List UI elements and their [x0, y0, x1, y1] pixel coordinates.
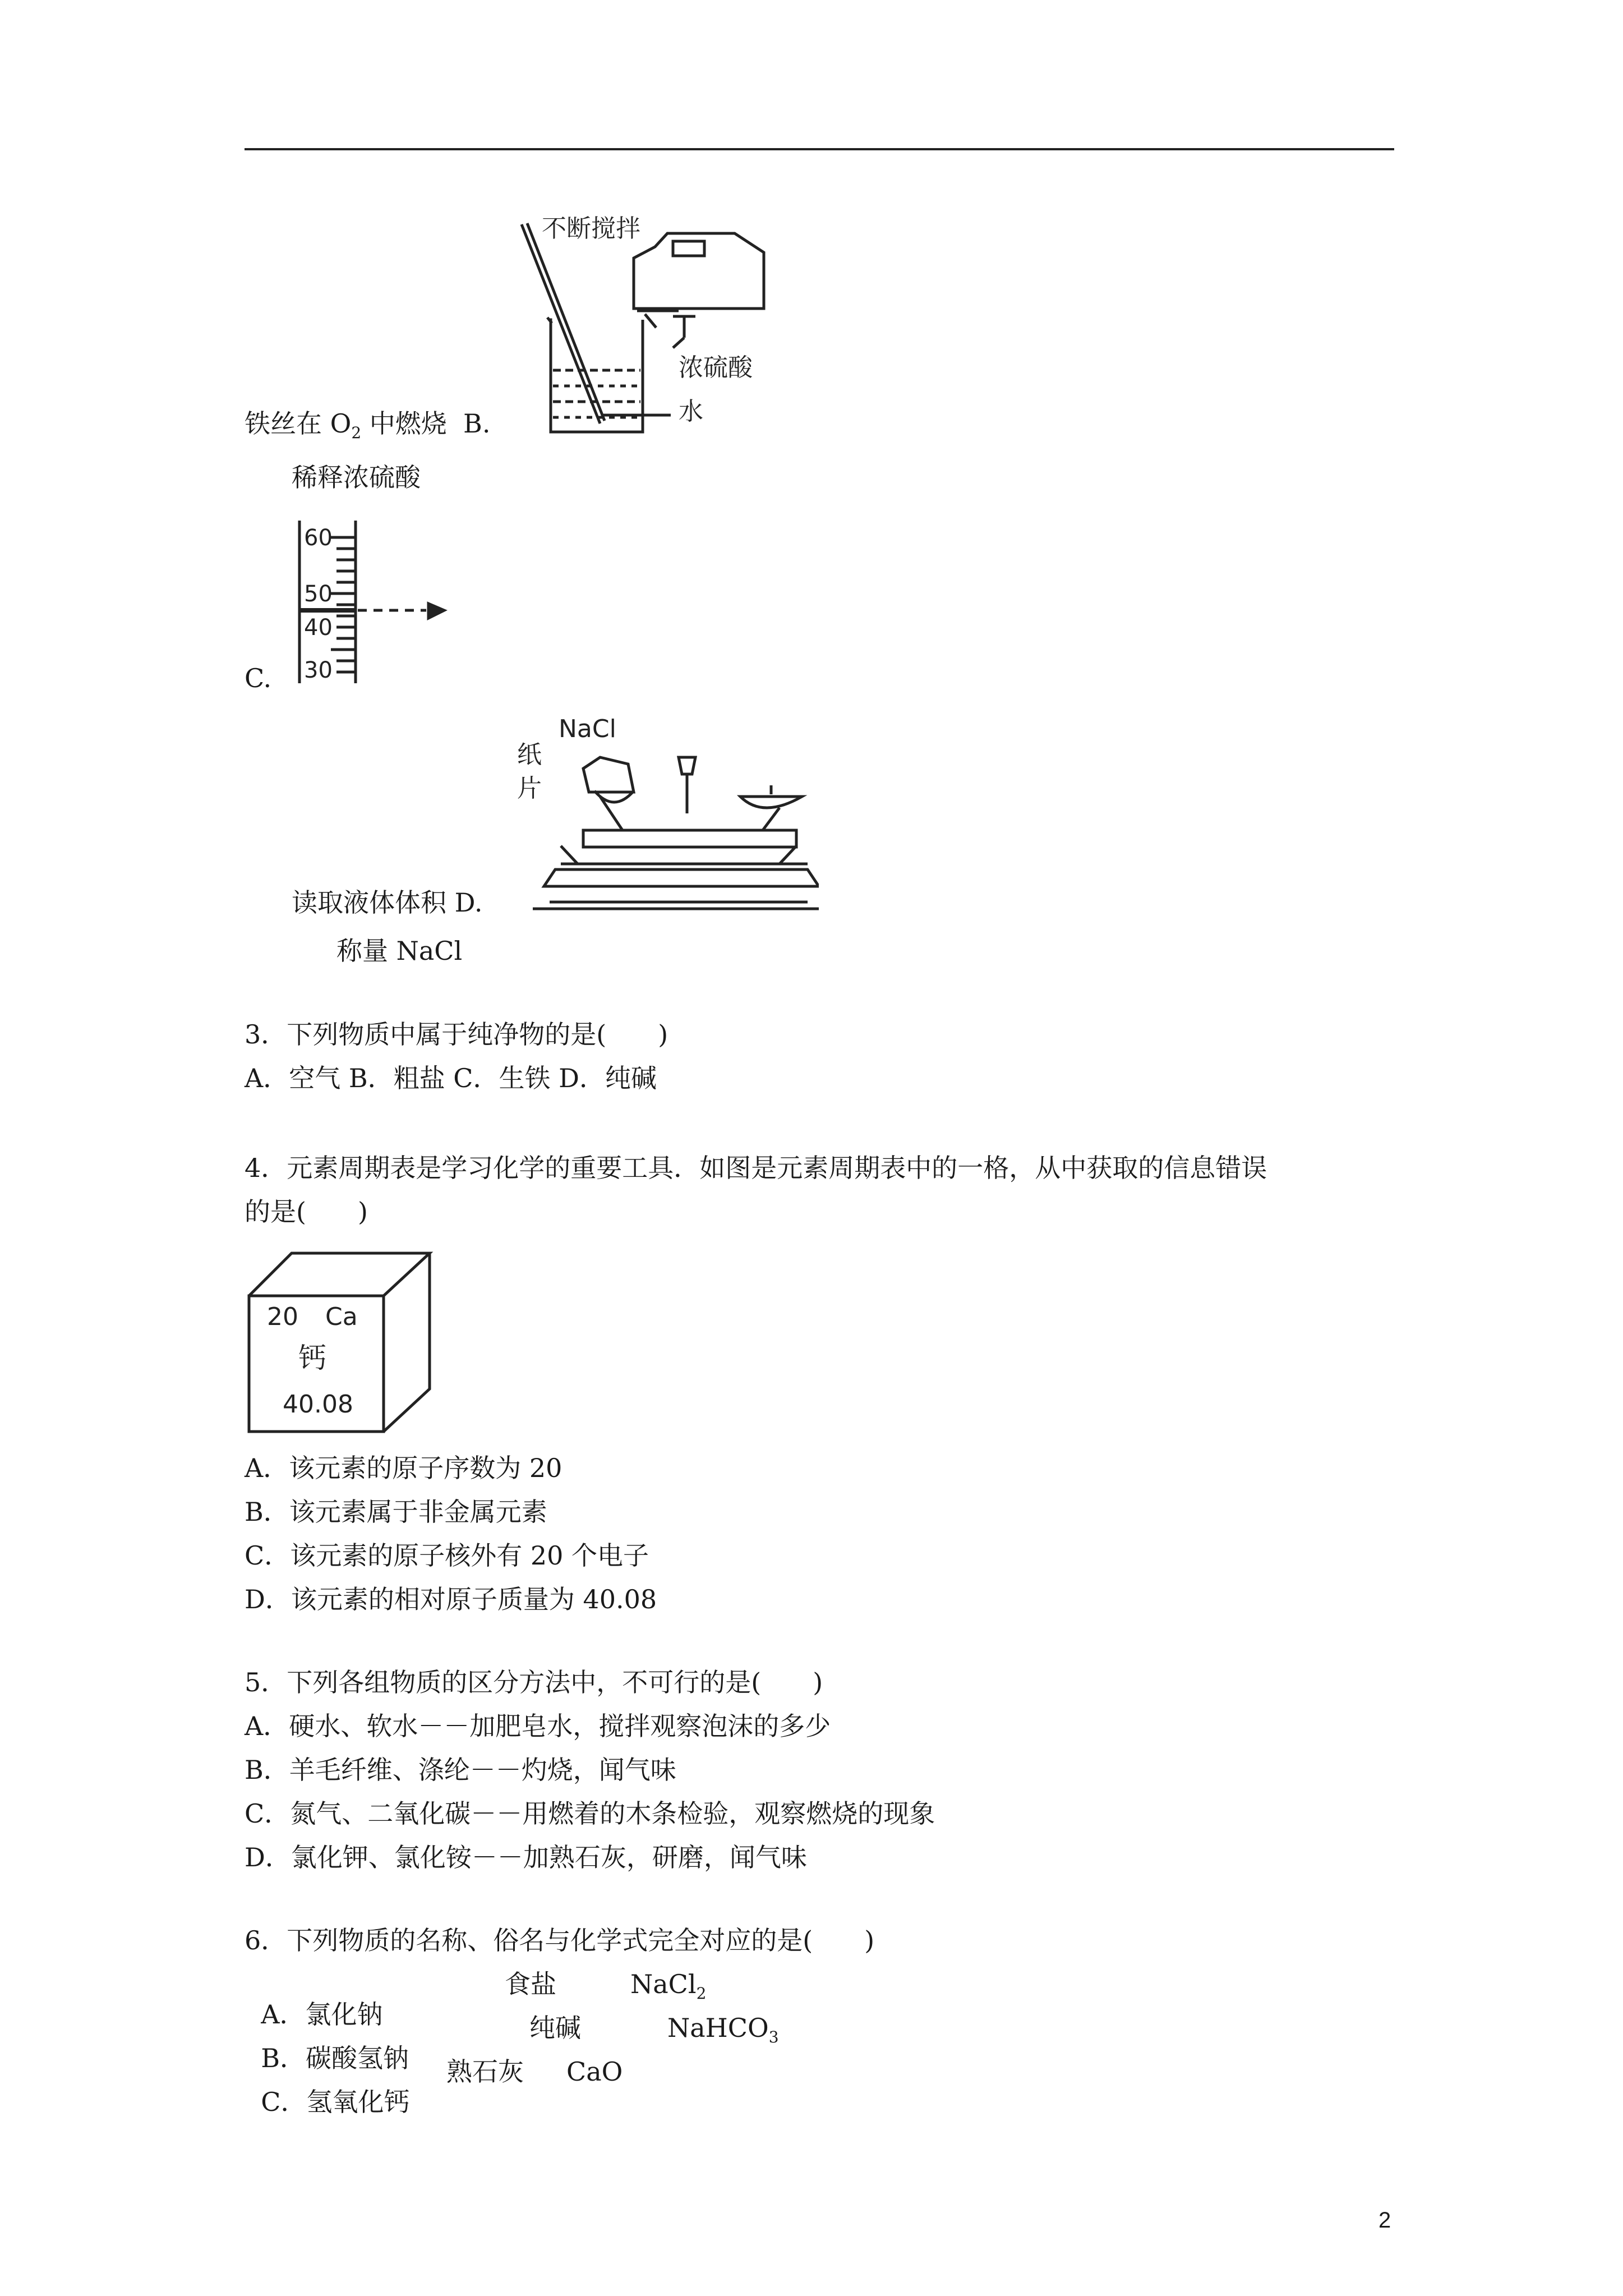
- water-label: 水: [679, 397, 703, 426]
- q6-b-common: 纯碱: [529, 2013, 581, 2043]
- q2-option-a-line: [245, 408, 490, 448]
- q5-option-a: A．硬水、软水－－加肥皂水，搅拌观察泡沫的多少: [245, 1711, 831, 1741]
- paper-label-1: 纸: [517, 740, 542, 769]
- paper-label-2: 片: [517, 774, 542, 803]
- q6-a-common: 食盐: [505, 1969, 556, 1999]
- option-b-label: 中燃烧 B.: [361, 408, 491, 439]
- q4-option-b: B．该元素属于非金属元素: [245, 1497, 547, 1527]
- q6-a-name: A．氯化钠: [261, 1999, 383, 2030]
- q5-option-d: D．氯化钾、氯化铵－－加熟石灰，研磨，闻气味: [245, 1842, 807, 1872]
- q3-options: A．空气 B．粗盐 C．生铁 D．纯碱: [245, 1063, 657, 1093]
- cylinder-figure: [292, 515, 460, 689]
- atomic-mass: 40.08: [283, 1390, 353, 1419]
- q4-option-c: C．该元素的原子核外有 20 个电子: [245, 1540, 649, 1571]
- q6-b-name: B．碳酸氢钠: [261, 2043, 409, 2073]
- q3-stem: 3．下列物质中属于纯净物的是( ): [245, 1019, 668, 1050]
- q6-a-formula: [630, 1969, 706, 2009]
- dilution-figure: [505, 208, 796, 443]
- q6-stem: 6．下列物质的名称、俗名与化学式完全对应的是( ): [245, 1925, 875, 1955]
- option-a-text: 铁丝在 O: [245, 408, 352, 439]
- q6-b-formula: [667, 2013, 779, 2053]
- q6-c-formula: [566, 2056, 623, 2087]
- tick-60: 60: [304, 525, 333, 551]
- nacl-label: NaCl: [559, 715, 616, 743]
- q4-option-a: A．该元素的原子序数为 20: [245, 1453, 562, 1483]
- q6-b-formula-main: NaHCO: [667, 2013, 769, 2043]
- o2-subscript: 2: [351, 424, 362, 443]
- q6-a-formula-main: NaCl: [630, 1969, 697, 1999]
- q5-option-c: C．氮气、二氧化碳－－用燃着的木条检验，观察燃烧的现象: [245, 1798, 935, 1829]
- balance-figure: [516, 712, 819, 926]
- q4-stem-1: 4．元素周期表是学习化学的重要工具．如图是元素周期表中的一格，从中获取的信息错误: [245, 1153, 1267, 1183]
- q6-a-formula-sub: 2: [696, 1984, 707, 2003]
- q6-option-c: [245, 2056, 409, 2117]
- q4-stem-2: 的是( ): [245, 1197, 368, 1227]
- acid-label: 浓硫酸: [679, 353, 753, 382]
- tick-50: 50: [304, 581, 333, 607]
- header-rule: [245, 148, 1394, 150]
- tick-30: 30: [304, 657, 333, 683]
- option-c-caption: 读取液体体积 D.: [292, 887, 483, 918]
- q5-stem: 5．下列各组物质的区分方法中，不可行的是( ): [245, 1667, 823, 1697]
- q6-c-common: 熟石灰: [446, 2056, 524, 2087]
- tick-40: 40: [304, 615, 333, 641]
- q6-c-name: C．氢氧化钙: [261, 2087, 410, 2117]
- option-b-caption: 稀释浓硫酸: [292, 462, 421, 493]
- q4-option-d: D．该元素的相对原子质量为 40.08: [245, 1584, 657, 1614]
- element-symbol: Ca: [325, 1303, 358, 1331]
- atomic-number: 20: [267, 1303, 298, 1331]
- element-name: 钙: [298, 1342, 326, 1374]
- stir-label: 不断搅拌: [542, 214, 640, 243]
- q5-option-b: B．羊毛纤维、涤纶－－灼烧，闻气味: [245, 1755, 676, 1785]
- q6-c-formula-main: CaO: [566, 2056, 623, 2087]
- option-d-caption: 称量 NaCl: [336, 936, 463, 966]
- q6-b-formula-sub: 3: [768, 2028, 779, 2047]
- page-number: 2: [1378, 2208, 1391, 2233]
- element-tile: [247, 1251, 437, 1436]
- option-c-label: C.: [245, 663, 272, 693]
